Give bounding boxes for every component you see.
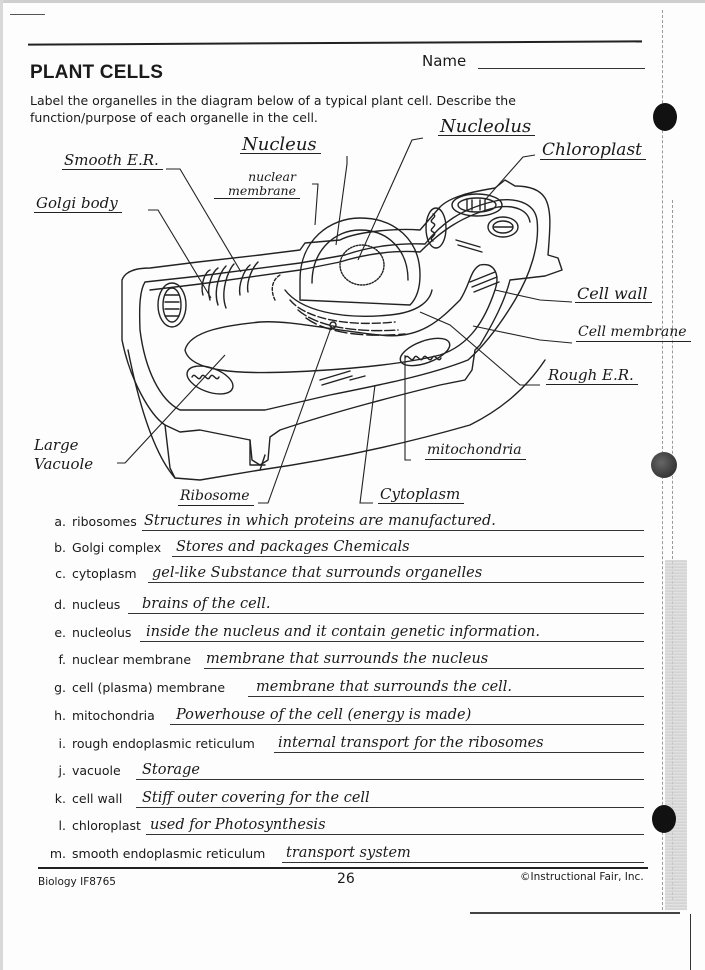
answer-line[interactable] <box>274 752 644 753</box>
item-row-cell-membrane <box>36 677 644 697</box>
item-answer: membrane that surrounds the cell. <box>256 679 513 695</box>
item-answer: Stiff outer covering for the cell <box>142 790 370 806</box>
item-answer: brains of the cell. <box>142 596 271 612</box>
item-term: nuclear membrane <box>72 652 192 667</box>
answer-line[interactable] <box>282 862 644 863</box>
item-letter: c. <box>55 566 66 581</box>
answer-line[interactable] <box>142 530 644 531</box>
item-row-smooth-er <box>36 843 644 863</box>
item-row-nuclear-membrane <box>36 649 644 669</box>
item-row-cell-wall <box>36 788 644 808</box>
cell-membrane-outline <box>140 200 538 410</box>
item-term: cell (plasma) membrane <box>72 680 226 695</box>
scan-edge-top <box>0 0 705 3</box>
item-answer: membrane that surrounds the nucleus <box>206 651 489 667</box>
item-answer: inside the nucleus and it contain genetic information. <box>146 624 540 640</box>
scan-bottom-box-edge <box>690 914 691 970</box>
item-term: chloroplast <box>72 818 141 833</box>
answer-line[interactable] <box>140 641 644 642</box>
header-rule <box>28 40 642 45</box>
item-term: smooth endoplasmic reticulum <box>72 846 266 861</box>
page-number: 26 <box>337 871 355 887</box>
item-letter: i. <box>58 736 66 751</box>
vacuole-outline <box>185 265 497 373</box>
diagram-label-large-vacuole: Large Vacuole <box>34 436 94 473</box>
item-row-vacuole <box>36 760 644 780</box>
scan-edge-left <box>0 0 3 970</box>
item-row-rough-er <box>36 733 644 753</box>
item-letter: a. <box>54 514 66 529</box>
item-row-ribosomes <box>36 511 644 531</box>
scan-bottom-edge <box>470 912 680 914</box>
item-answer: transport system <box>286 845 411 861</box>
item-letter: d. <box>54 597 66 612</box>
name-label: Name <box>422 52 467 70</box>
footer-copyright: ©Instructional Fair, Inc. <box>520 871 644 883</box>
item-term: nucleolus <box>72 625 132 640</box>
item-letter: j. <box>58 763 66 778</box>
item-letter: e. <box>54 625 66 640</box>
diagram-label-cell-wall: Cell wall <box>575 285 652 303</box>
answer-line[interactable] <box>136 807 644 808</box>
name-field[interactable] <box>478 68 645 69</box>
item-letter: h. <box>54 708 66 723</box>
item-answer: Storage <box>142 762 200 778</box>
item-row-nucleolus <box>36 622 644 642</box>
item-term: cell wall <box>72 791 123 806</box>
item-term: Golgi complex <box>72 540 162 555</box>
diagram-label-ribosome: Ribosome <box>178 488 254 506</box>
item-row-nucleus <box>36 594 644 614</box>
item-answer: Stores and packages Chemicals <box>176 539 410 555</box>
footer-rule <box>38 867 648 869</box>
diagram-label-mitochondria: mitochondria <box>425 442 526 460</box>
top-dash-mark <box>10 14 45 15</box>
answer-line[interactable] <box>248 696 644 697</box>
answer-line[interactable] <box>172 556 644 557</box>
diagram-label-golgi-body: Golgi body <box>34 195 122 213</box>
answer-line[interactable] <box>128 613 644 614</box>
item-answer: internal transport for the ribosomes <box>278 735 544 751</box>
diagram-label-smooth-er: Smooth E.R. <box>62 152 163 170</box>
item-answer: Structures in which proteins are manufactured. <box>144 513 496 529</box>
item-answer: used for Photosynthesis <box>150 817 326 833</box>
diagram-label-nuclear-membrane: nuclear membrane <box>214 170 300 199</box>
answer-line[interactable] <box>136 779 644 780</box>
answer-line[interactable] <box>148 582 644 583</box>
item-letter: k. <box>54 791 66 806</box>
item-term: vacuole <box>72 763 121 778</box>
item-row-cytoplasm <box>36 563 644 583</box>
diagram-label-cytoplasm: Cytoplasm <box>378 486 464 504</box>
diagram-label-nucleolus: Nucleolus <box>438 118 535 136</box>
page-title: PLANT CELLS <box>30 62 164 83</box>
item-letter: g. <box>54 680 66 695</box>
footer-book-code: Biology IF8765 <box>38 876 116 888</box>
diagram-label-cell-membrane: Cell membrane <box>576 324 691 342</box>
binder-hole-middle <box>651 452 677 478</box>
diagram-label-rough-er: Rough E.R. <box>546 367 638 385</box>
item-term: ribosomes <box>72 514 137 529</box>
item-answer: Powerhouse of the cell (energy is made) <box>176 707 472 723</box>
item-letter: f. <box>58 652 66 667</box>
item-row-golgi-complex <box>36 537 644 557</box>
answer-line[interactable] <box>204 668 644 669</box>
diagram-label-nucleus: Nucleus <box>240 136 321 154</box>
nucleus-outline <box>300 218 420 305</box>
item-letter: m. <box>49 846 66 861</box>
item-term: nucleus <box>72 597 121 612</box>
answer-line[interactable] <box>146 834 644 835</box>
item-answer: gel-like Substance that surrounds organelles <box>152 565 483 581</box>
instructions: Label the organelles in the diagram below of a typical plant cell. Describe the function/purpose of each organelle in the cell. <box>30 93 516 125</box>
binder-hole-top <box>653 103 677 131</box>
cell-wall-outline <box>122 180 562 465</box>
item-letter: b. <box>54 540 66 555</box>
diagram-label-chloroplast: Chloroplast <box>540 142 646 160</box>
item-row-chloroplast <box>36 815 644 835</box>
item-letter: l. <box>58 818 66 833</box>
scan-shadow <box>665 560 687 910</box>
binder-hole-bottom <box>652 805 676 833</box>
nucleolus-shape <box>340 245 384 285</box>
item-row-mitochondria <box>36 705 644 725</box>
item-term: rough endoplasmic reticulum <box>72 736 255 751</box>
item-term: mitochondria <box>72 708 155 723</box>
answer-line[interactable] <box>170 724 644 725</box>
item-term: cytoplasm <box>72 566 137 581</box>
